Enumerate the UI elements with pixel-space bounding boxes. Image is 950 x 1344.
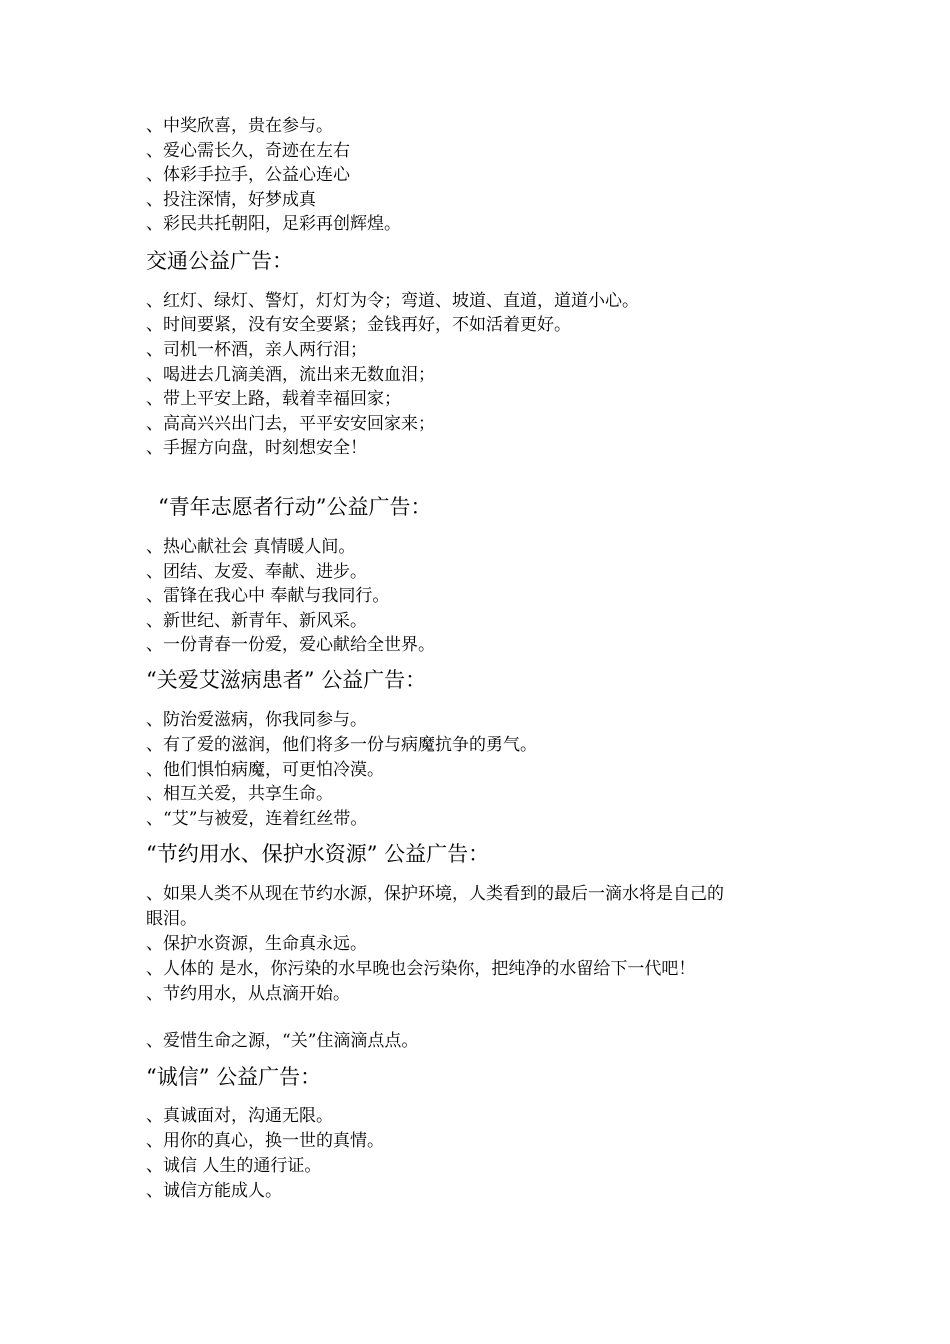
aids-slogan: 、他们惧怕病魔，可更怕冷漠。 xyxy=(146,760,384,780)
honesty-slogan: 、诚信方能成人。 xyxy=(146,1181,282,1201)
volunteer-slogan: 、新世纪、新青年、新风采。 xyxy=(146,611,367,631)
aids-slogan: 、相互关爱，共享生命。 xyxy=(146,784,333,804)
water-slogan: 、如果人类不从现在节约水源，保护环境，人类看到的最后一滴水将是自己的 xyxy=(146,884,724,904)
water-slogan-continued: 眼泪。 xyxy=(146,909,197,929)
honesty-slogan: 、用你的真心，换一世的真情。 xyxy=(146,1131,384,1151)
volunteer-heading: “青年志愿者行动”公益广告： xyxy=(158,495,432,519)
water-slogan: 、人体的 是水，你污染的水早晚也会污染你，把纯净的水留给下一代吧！ xyxy=(146,959,696,979)
water-slogan: 、节约用水，从点滴开始。 xyxy=(146,984,350,1004)
honesty-heading: “诚信” 公益广告： xyxy=(146,1065,322,1089)
honesty-slogan: 、真诚面对，沟通无限。 xyxy=(146,1106,333,1126)
aids-slogan: 、防治爱滋病，你我同参与。 xyxy=(146,710,367,730)
traffic-slogan: 、手握方向盘，时刻想安全！ xyxy=(146,438,367,458)
volunteer-slogan: 、雷锋在我心中 奉献与我同行。 xyxy=(146,586,390,606)
water-slogan: 、保护水资源，生命真永远。 xyxy=(146,934,367,954)
honesty-slogan: 、诚信 人生的通行证。 xyxy=(146,1156,322,1176)
aids-heading: “关爱艾滋病患者” 公益广告： xyxy=(146,668,427,692)
aids-slogan: 、“艾”与被爱，连着红丝带。 xyxy=(146,809,368,829)
lottery-slogan: 、投注深情，好梦成真 xyxy=(146,190,316,210)
lottery-slogan: 、中奖欣喜，贵在参与。 xyxy=(146,116,333,136)
water-slogan: 、爱惜生命之源，“关”住滴滴点点。 xyxy=(146,1031,419,1051)
traffic-slogan: 、时间要紧，没有安全要紧；金钱再好，不如活着更好。 xyxy=(146,315,571,335)
volunteer-slogan: 、团结、友爱、奉献、进步。 xyxy=(146,562,367,582)
traffic-slogan: 、喝进去几滴美酒，流出来无数血泪； xyxy=(146,365,435,385)
lottery-slogan: 、彩民共托朝阳，足彩再创辉煌。 xyxy=(146,214,401,234)
traffic-slogan: 、司机一杯酒，亲人两行泪； xyxy=(146,340,367,360)
volunteer-slogan: 、一份青春一份爱，爱心献给全世界。 xyxy=(146,635,435,655)
lottery-slogan: 、爱心需长久，奇迹在左右 xyxy=(146,141,350,161)
traffic-slogan: 、红灯、绿灯、警灯，灯灯为令；弯道、坡道、直道，道道小心。 xyxy=(146,291,639,311)
traffic-heading: 交通公益广告： xyxy=(146,249,293,273)
traffic-slogan: 、带上平安上路，载着幸福回家； xyxy=(146,389,401,409)
traffic-slogan: 、高高兴兴出门去，平平安安回家来； xyxy=(146,414,435,434)
aids-slogan: 、有了爱的滋润，他们将多一份与病魔抗争的勇气。 xyxy=(146,735,537,755)
water-heading: “节约用水、保护水资源” 公益广告： xyxy=(146,842,490,866)
volunteer-slogan: 、热心献社会 真情暖人间。 xyxy=(146,537,356,557)
lottery-slogan: 、体彩手拉手，公益心连心 xyxy=(146,165,350,185)
